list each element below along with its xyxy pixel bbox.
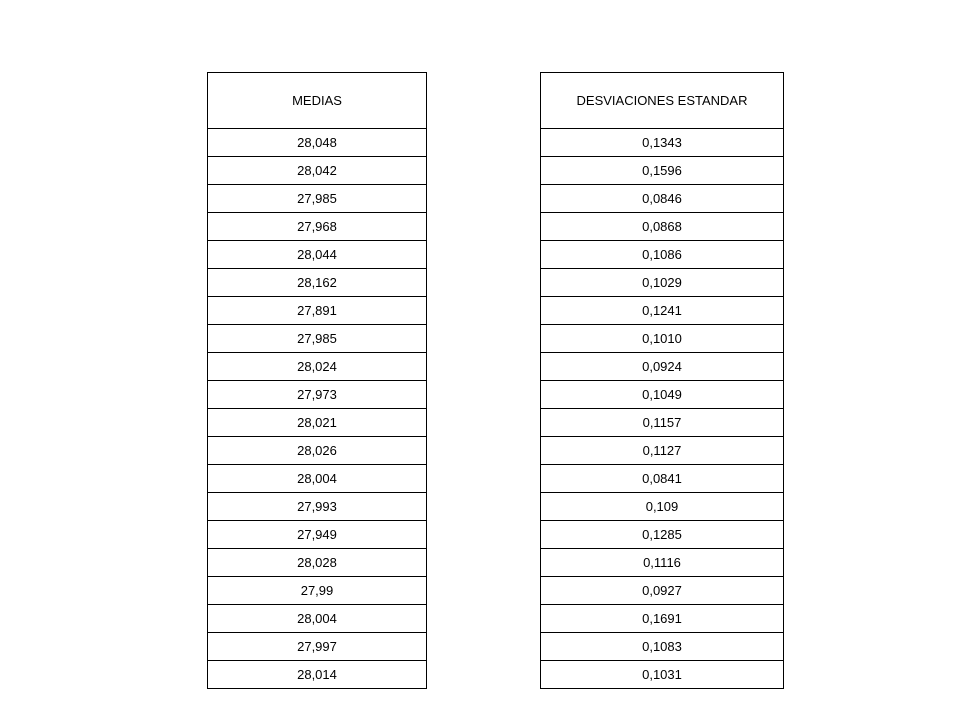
table-row [541,325,784,353]
desviacion-value-cell: 0,1083 [541,633,784,661]
table-row [541,185,784,213]
table-row [541,661,784,689]
media-value-cell: 28,021 [208,409,427,437]
desviacion-value-cell: 0,1127 [541,437,784,465]
desviaciones-header: DESVIACIONES ESTANDAR [541,73,784,129]
desviacion-value-cell: 0,1343 [541,129,784,157]
media-value-cell: 27,997 [208,633,427,661]
media-value-cell: 27,99 [208,577,427,605]
table-row [541,549,784,577]
medias-body [208,129,427,689]
table-row [541,129,784,157]
desviacion-value-cell: 0,1010 [541,325,784,353]
table-header-row [208,73,427,129]
media-value-cell: 27,985 [208,185,427,213]
media-value-cell: 27,993 [208,493,427,521]
desviacion-value-cell: 0,1596 [541,157,784,185]
desviacion-value-cell: 0,1086 [541,241,784,269]
desviacion-value-cell: 0,0868 [541,213,784,241]
table-row [208,521,427,549]
table-row [208,185,427,213]
table-row [208,661,427,689]
table-row [208,465,427,493]
table-row [208,633,427,661]
desviacion-value-cell: 0,1241 [541,297,784,325]
media-value-cell: 28,042 [208,157,427,185]
desviacion-value-cell: 0,1691 [541,605,784,633]
media-value-cell: 27,949 [208,521,427,549]
desviacion-value-cell: 0,1031 [541,661,784,689]
table-row [541,465,784,493]
table-row [541,157,784,185]
medias-table [207,72,427,689]
table-header-row [541,73,784,129]
table-row [208,129,427,157]
table-row [208,493,427,521]
media-value-cell: 28,162 [208,269,427,297]
table-row [541,633,784,661]
table-row [541,577,784,605]
table-row [541,213,784,241]
table-row [541,493,784,521]
desviacion-value-cell: 0,1049 [541,381,784,409]
desviacion-value-cell: 0,0841 [541,465,784,493]
media-value-cell: 28,044 [208,241,427,269]
table-row [208,157,427,185]
desviaciones-body [541,129,784,689]
media-value-cell: 28,004 [208,465,427,493]
table-row [541,353,784,381]
table-row [541,269,784,297]
media-value-cell: 28,024 [208,353,427,381]
table-row [208,409,427,437]
media-value-cell: 28,026 [208,437,427,465]
table-row [208,353,427,381]
medias-header: MEDIAS [208,73,427,129]
table-row [208,325,427,353]
media-value-cell: 27,973 [208,381,427,409]
media-value-cell: 28,014 [208,661,427,689]
table-row [541,241,784,269]
media-value-cell: 28,004 [208,605,427,633]
table-row [208,213,427,241]
media-value-cell: 28,048 [208,129,427,157]
media-value-cell: 27,985 [208,325,427,353]
table-row [208,437,427,465]
table-row [541,409,784,437]
table-row [208,381,427,409]
table-row [208,269,427,297]
desviacion-value-cell: 0,0846 [541,185,784,213]
desviaciones-table [540,72,784,689]
table-row [208,605,427,633]
media-value-cell: 28,028 [208,549,427,577]
desviacion-value-cell: 0,109 [541,493,784,521]
table-row [541,605,784,633]
desviacion-value-cell: 0,1116 [541,549,784,577]
table-row [541,381,784,409]
media-value-cell: 27,968 [208,213,427,241]
desviacion-value-cell: 0,0924 [541,353,784,381]
table-row [541,437,784,465]
table-row [208,549,427,577]
table-row [208,241,427,269]
table-row [208,297,427,325]
table-row [208,577,427,605]
desviacion-value-cell: 0,1157 [541,409,784,437]
media-value-cell: 27,891 [208,297,427,325]
table-row [541,521,784,549]
desviacion-value-cell: 0,1285 [541,521,784,549]
desviacion-value-cell: 0,0927 [541,577,784,605]
desviacion-value-cell: 0,1029 [541,269,784,297]
table-row [541,297,784,325]
